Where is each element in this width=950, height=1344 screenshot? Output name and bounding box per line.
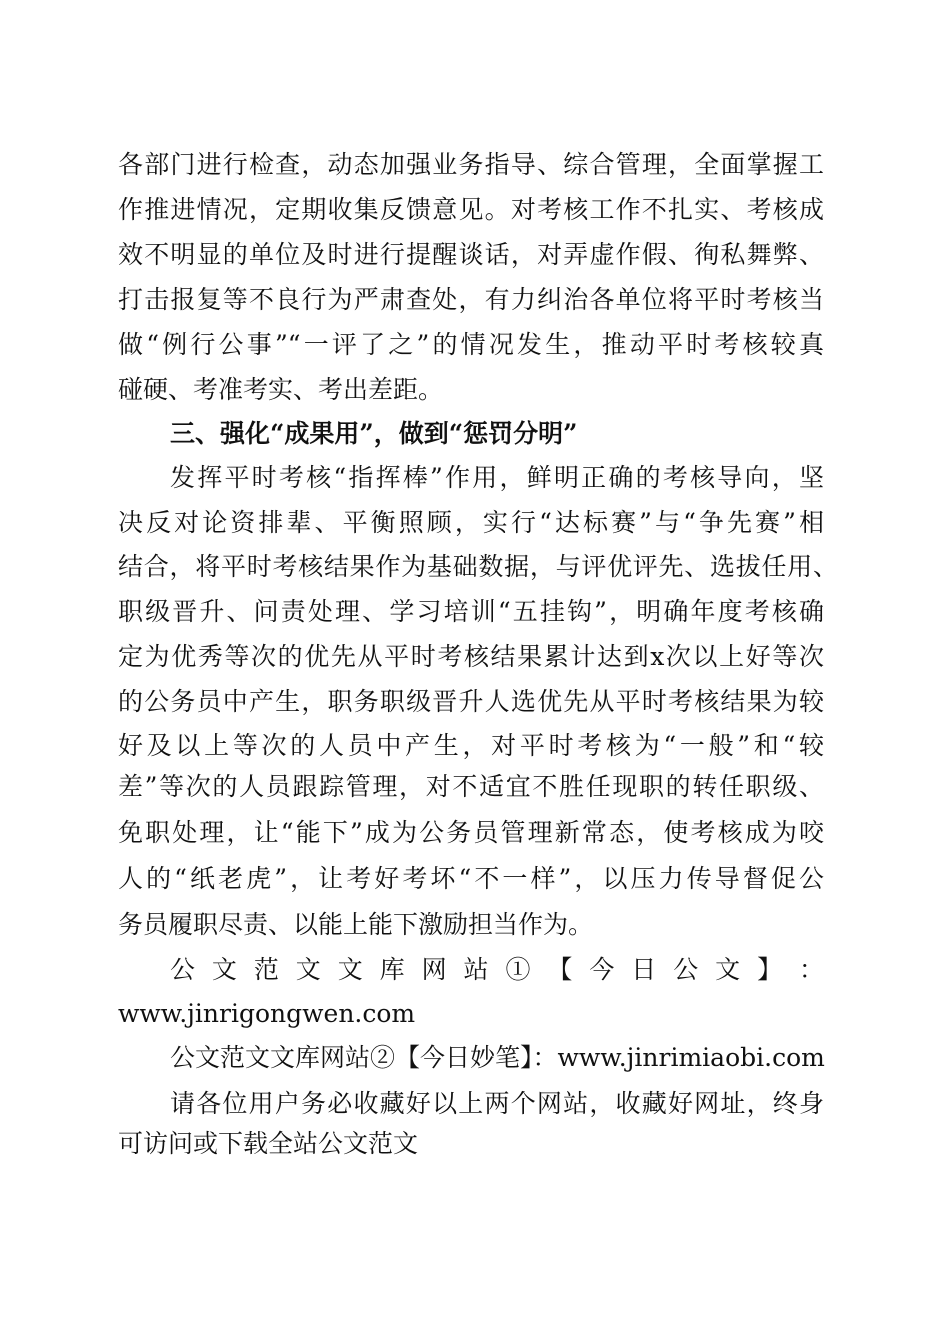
paragraph-line: 结合，将平时考核结果作为基础数据，与评优评先、选拔任用、 — [118, 552, 838, 581]
paragraph-line: 发挥平时考核“指挥棒”作用，鲜明正确的考核导向，坚 — [170, 463, 824, 492]
website-1-label: 公 文 范 文 文 库 网 站 ① 【 今 日 公 文 】 ： — [170, 955, 824, 984]
paragraph-line: 做“例行公事”“一评了之”的情况发生，推动平时考核较真 — [118, 330, 824, 359]
paragraph-line: 定为优秀等次的优先从平时考核结果累计达到x次以上好等次 — [118, 642, 824, 671]
paragraph-line: 作推进情况，定期收集反馈意见。对考核工作不扎实、考核成 — [118, 195, 824, 224]
website-2[interactable]: 公文范文文库网站②【今日妙笔】：www.jinrimiaobi.com — [170, 1043, 825, 1072]
paragraph-line: 务员履职尽责、以能上能下激励担当作为。 — [118, 910, 594, 939]
paragraph-line: 碰硬、考准考实、考出差距。 — [118, 375, 444, 404]
section-heading: 三、强化“成果用”，做到“惩罚分明” — [170, 419, 578, 448]
paragraph-line: 各部门进行检查，动态加强业务指导、综合管理，全面掌握工 — [118, 150, 824, 179]
notice-line: 可访问或下载全站公文范文 — [118, 1129, 419, 1158]
paragraph-line: 效不明显的单位及时进行提醒谈话，对弄虚作假、徇私舞弊、 — [118, 240, 824, 269]
website-1-url[interactable]: www.jinrigongwen.com — [118, 999, 416, 1028]
paragraph-line: 职级晋升、问责处理、学习培训“五挂钩”，明确年度考核确 — [118, 597, 824, 626]
paragraph-line: 免职处理，让“能下”成为公务员管理新常态，使考核成为咬 — [118, 818, 824, 847]
paragraph-line: 人的“纸老虎”，让考好考坏“不一样”，以压力传导督促公 — [118, 864, 824, 893]
paragraph-line: 差”等次的人员跟踪管理，对不适宜不胜任现职的转任职级、 — [118, 772, 824, 801]
paragraph-line: 决反对论资排辈、平衡照顾，实行“达标赛”与“争先赛”相 — [118, 508, 824, 537]
paragraph-line: 打击报复等不良行为严肃查处，有力纠治各单位将平时考核当 — [118, 285, 824, 314]
paragraph-line: 的公务员中产生，职务职级晋升人选优先从平时考核结果为较 — [118, 687, 824, 716]
notice-line: 请各位用户务必收藏好以上两个网站，收藏好网址，终身 — [170, 1089, 824, 1118]
paragraph-line: 好及以上等次的人员中产生，对平时考核为“一般”和“较 — [118, 731, 824, 760]
